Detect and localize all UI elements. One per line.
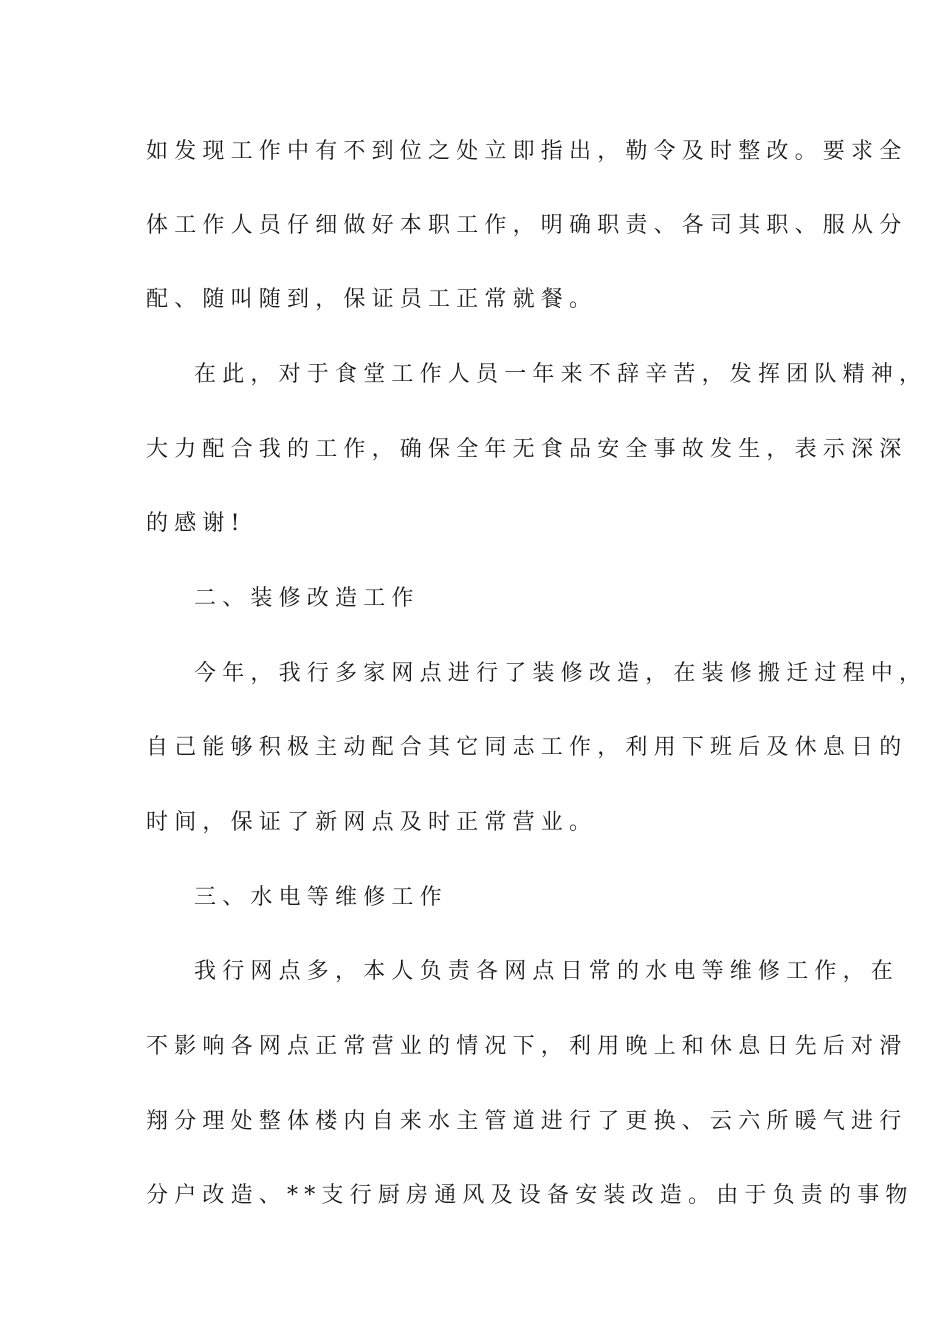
text-line: 如发现工作中有不到位之处立即指出，勒令及时整改。要求全 [146,139,908,164]
text-line: 的感谢! [146,511,246,536]
text-line: 时间，保证了新网点及时正常营业。 [146,810,598,835]
text-line: 大力配合我的工作，确保全年无食品安全事故发生，表示深深 [146,437,908,462]
paragraph-first-line: 在此，对于食堂工作人员一年来不辞辛苦，发挥团队精神， [194,362,928,387]
paragraph-first-line: 今年，我行多家网点进行了装修改造，在装修搬迁过程中， [194,661,928,686]
text-line: 翔分理处整体楼内自来水主管道进行了更换、云六所暖气进行 [146,1109,908,1134]
text-line: 分户改造、**支行厨房通风及设备安装改造。由于负责的事物 [146,1183,914,1208]
text-line: 不影响各网点正常营业的情况下，利用晚上和休息日先后对滑 [146,1034,908,1059]
section-heading: 三、水电等维修工作 [194,885,448,910]
text-line: 体工作人员仔细做好本职工作，明确职责、各司其职、服从分 [146,213,908,238]
section-heading: 二、装修改造工作 [194,586,420,611]
paragraph-first-line: 我行网点多，本人负责各网点日常的水电等维修工作，在 [194,959,900,984]
text-line: 配、随叫随到，保证员工正常就餐。 [146,287,598,312]
text-line: 自己能够积极主动配合其它同志工作，利用下班后及休息日的 [146,735,908,760]
